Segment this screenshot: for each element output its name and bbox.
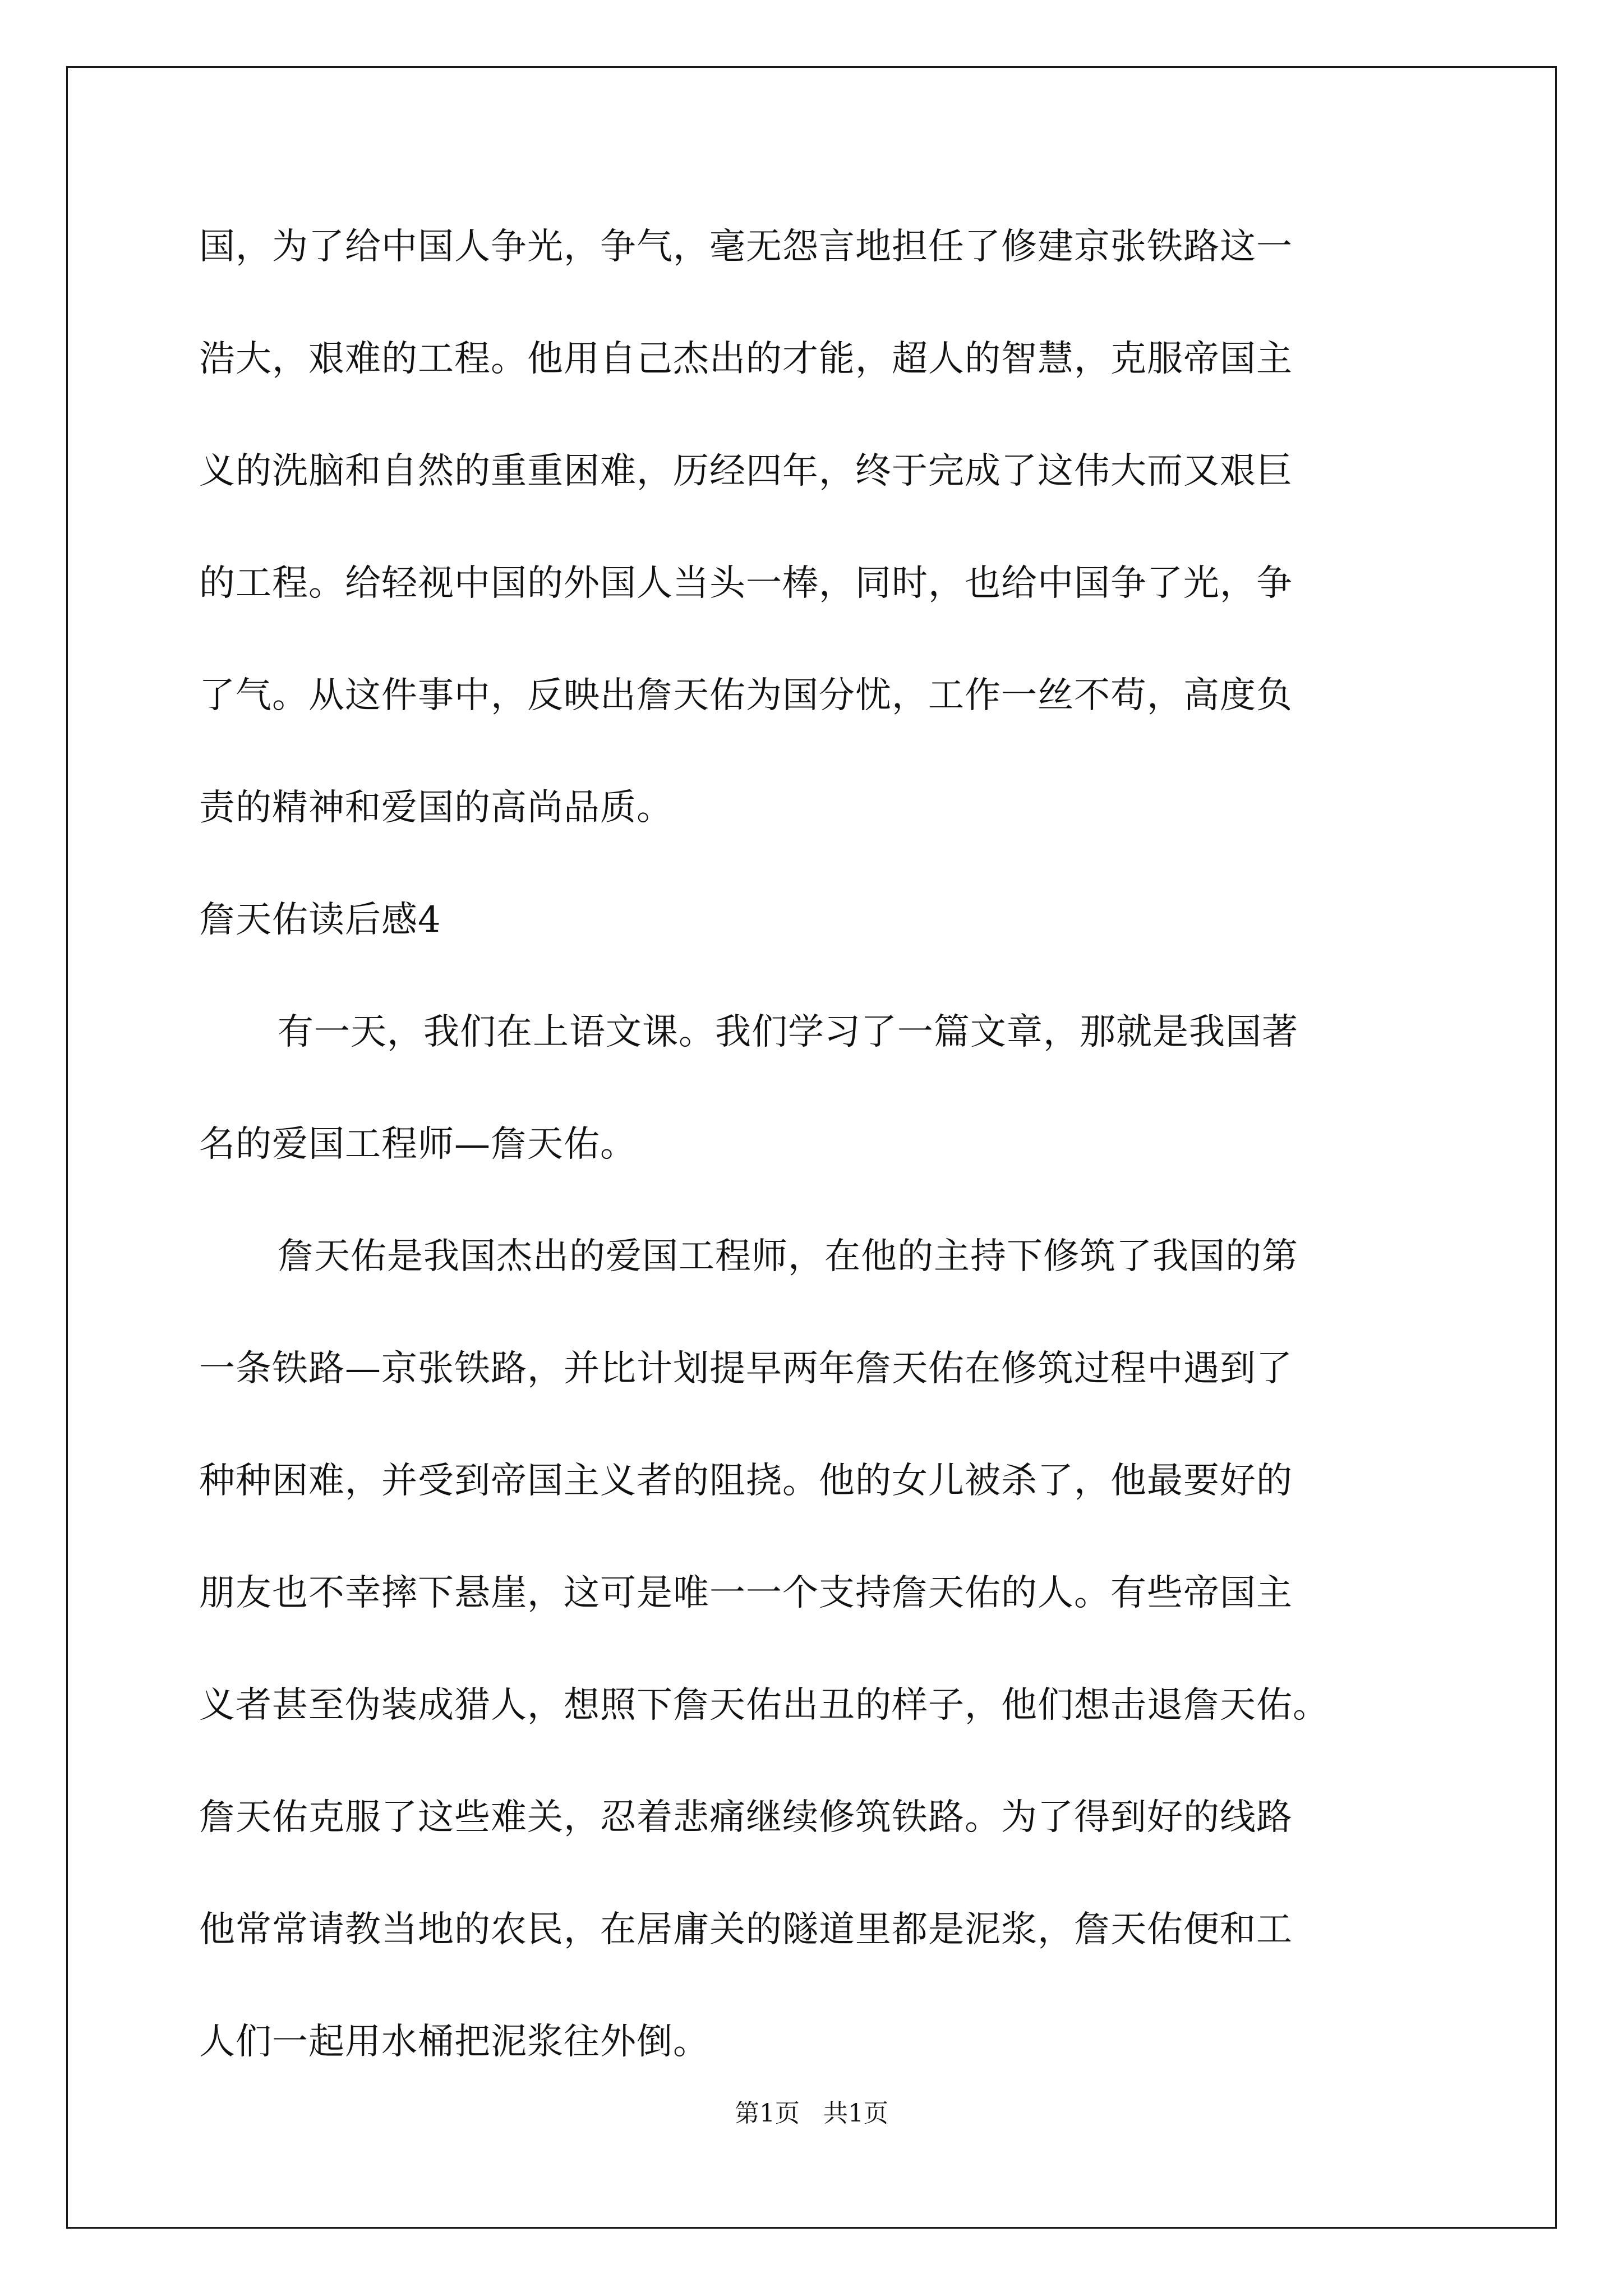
text-line: 浩大，艰难的工程。他用自己杰出的才能，超人的智慧，克服帝国主	[199, 338, 1293, 380]
text-line: 詹天佑克服了这些难关，忍着悲痛继续修筑铁路。为了得到好的线路	[199, 1797, 1293, 1838]
text-line: 他常常请教当地的农民，在居庸关的隧道里都是泥浆，詹天佑便和工	[199, 1909, 1293, 1950]
text-line: 义者甚至伪装成猎人，想照下詹天佑出丑的样子，他们想击退詹天佑。	[199, 1685, 1329, 1726]
text-line: 了气。从这件事中，反映出詹天佑为国分忧，工作一丝不苟，高度负	[199, 675, 1293, 716]
text-line: 一条铁路—京张铁路，并比计划提早两年詹天佑在修筑过程中遇到了	[199, 1348, 1293, 1389]
text-line: 有一天，我们在上语文课。我们学习了一篇文章，那就是我国著	[278, 1011, 1298, 1053]
section-heading: 詹天佑读后感4	[199, 899, 441, 941]
text-line: 的工程。给轻视中国的外国人当头一棒，同时，也给中国争了光，争	[199, 563, 1293, 604]
text-line: 朋友也不幸摔下悬崖，这可是唯一一个支持詹天佑的人。有些帝国主	[199, 1572, 1293, 1614]
text-line: 义的洗脑和自然的重重困难，历经四年，终于完成了这伟大而又艰巨	[199, 450, 1293, 492]
text-line: 种种困难，并受到帝国主义者的阻挠。他的女儿被杀了，他最要好的	[199, 1460, 1293, 1502]
text-line: 名的爱国工程师—詹天佑。	[199, 1124, 637, 1165]
text-line: 责的精神和爱国的高尚品质。	[199, 787, 673, 829]
page-number-footer: 第1页 共1页	[735, 2099, 888, 2128]
text-line: 国，为了给中国人争光，争气，毫无怨言地担任了修建京张铁路这一	[199, 226, 1293, 268]
text-line: 人们一起用水桶把泥浆往外倒。	[199, 2021, 709, 2063]
text-line: 詹天佑是我国杰出的爱国工程师，在他的主持下修筑了我国的第	[278, 1236, 1298, 1277]
